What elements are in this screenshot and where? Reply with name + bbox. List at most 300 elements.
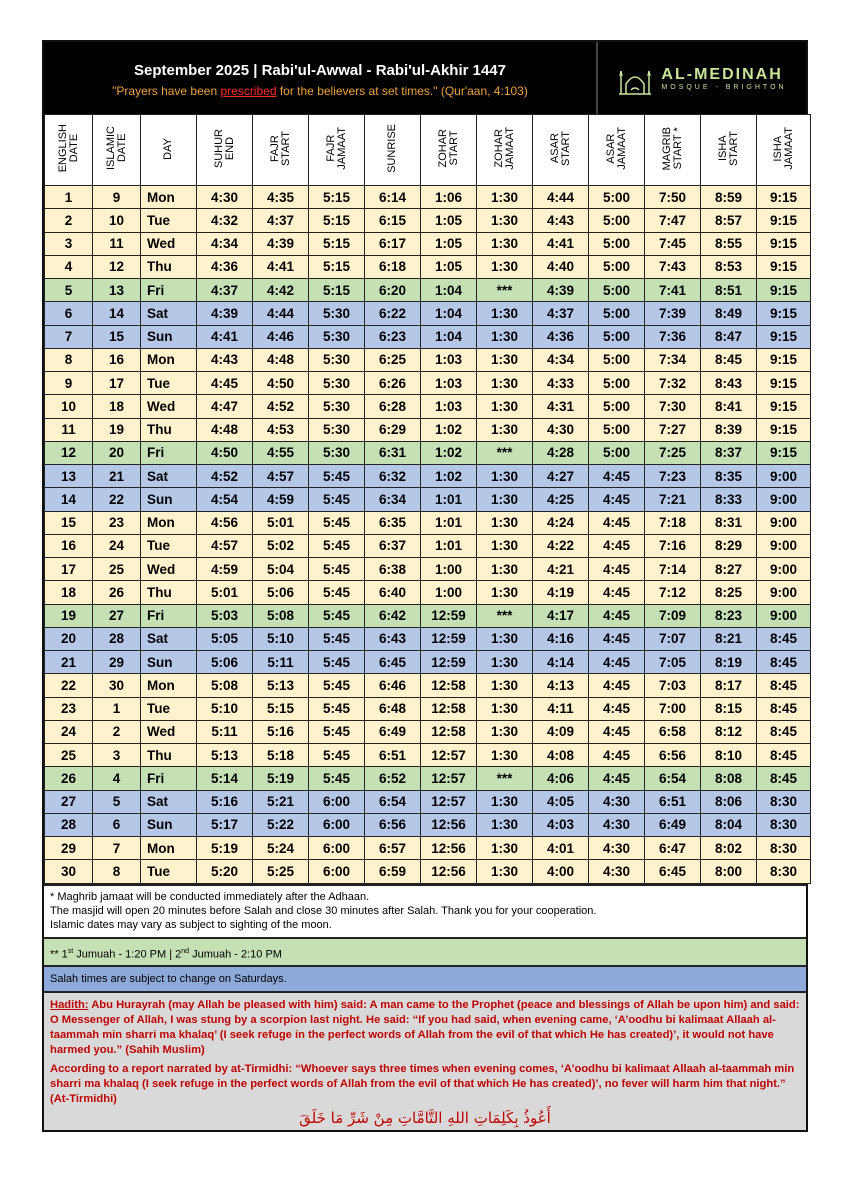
table-cell: 4:25 [533, 488, 589, 511]
table-cell: 4:45 [589, 534, 645, 557]
table-cell: 5:00 [589, 255, 645, 278]
table-cell: 6:35 [365, 511, 421, 534]
table-cell: 4:30 [589, 860, 645, 883]
table-cell: 16 [93, 348, 141, 371]
table-cell: 8:27 [701, 558, 757, 581]
table-cell: 5:06 [197, 651, 253, 674]
table-cell: 8:08 [701, 767, 757, 790]
table-cell: 5:10 [253, 627, 309, 650]
table-cell: 5:14 [197, 767, 253, 790]
table-cell: 4:09 [533, 720, 589, 743]
table-cell: 8:30 [757, 790, 811, 813]
table-row [45, 348, 811, 371]
table-cell: 4:48 [253, 348, 309, 371]
table-cell: Tue [141, 697, 197, 720]
table-cell: 5:10 [197, 697, 253, 720]
table-cell: 4:45 [589, 720, 645, 743]
logo-text-block [661, 66, 786, 91]
table-cell: 4:57 [253, 465, 309, 488]
table-cell: 9:00 [757, 465, 811, 488]
table-cell: 5:22 [253, 813, 309, 836]
table-cell: 1:30 [477, 744, 533, 767]
table-cell: *** [477, 279, 533, 302]
table-cell: 15 [93, 325, 141, 348]
table-cell: 5:15 [253, 697, 309, 720]
table-cell: 5:00 [589, 395, 645, 418]
table-row [45, 186, 811, 209]
table-cell: 6:47 [645, 837, 701, 860]
table-cell: Wed [141, 558, 197, 581]
table-cell: 5:19 [197, 837, 253, 860]
table-cell: 6:17 [365, 232, 421, 255]
table-cell: 1:30 [477, 488, 533, 511]
table-cell: 9:00 [757, 511, 811, 534]
column-header [309, 115, 365, 186]
table-cell: 5:15 [309, 232, 365, 255]
table-row [45, 488, 811, 511]
table-cell: 8:39 [701, 418, 757, 441]
table-cell: 5:05 [197, 627, 253, 650]
table-cell: 24 [93, 534, 141, 557]
table-cell: 8:37 [701, 441, 757, 464]
mosque-logo [596, 42, 806, 114]
table-cell: 4:40 [533, 255, 589, 278]
jumuah-prefix: ** 1 [50, 948, 68, 961]
table-cell: 4:59 [253, 488, 309, 511]
table-cell: 4:44 [533, 186, 589, 209]
column-header-label: ISHA JAMAAT [771, 127, 795, 170]
table-cell: 4:45 [589, 744, 645, 767]
table-cell: 11 [45, 418, 93, 441]
table-cell: 8:45 [757, 744, 811, 767]
table-cell: 22 [93, 488, 141, 511]
table-cell: 7:09 [645, 604, 701, 627]
table-cell: 4:45 [589, 604, 645, 627]
table-cell: 1:30 [477, 627, 533, 650]
table-cell: 6:51 [365, 744, 421, 767]
table-cell: 5:30 [309, 302, 365, 325]
table-row [45, 441, 811, 464]
table-cell: 5:03 [197, 604, 253, 627]
table-cell: 5:15 [309, 209, 365, 232]
table-cell: 7:25 [645, 441, 701, 464]
table-cell: 4:30 [589, 837, 645, 860]
table-cell: 4:52 [253, 395, 309, 418]
table-cell: 5:15 [309, 186, 365, 209]
table-cell: 26 [93, 581, 141, 604]
table-row [45, 232, 811, 255]
table-cell: 20 [45, 627, 93, 650]
table-cell: 5:18 [253, 744, 309, 767]
table-cell: 5:06 [253, 581, 309, 604]
table-row [45, 558, 811, 581]
table-cell: 9:15 [757, 418, 811, 441]
table-cell: 1:02 [421, 441, 477, 464]
hadith-muslim [50, 998, 800, 1058]
table-cell: 27 [93, 604, 141, 627]
table-cell: 4:53 [253, 418, 309, 441]
table-cell: 5:45 [309, 674, 365, 697]
table-cell: 8 [45, 348, 93, 371]
table-cell: 7:00 [645, 697, 701, 720]
table-cell: 1:03 [421, 395, 477, 418]
table-cell: 27 [45, 790, 93, 813]
table-cell: 9:00 [757, 558, 811, 581]
table-cell: 7:45 [645, 232, 701, 255]
table-cell: 4:39 [253, 232, 309, 255]
hadith-text-1: Abu Hurayrah (may Allah be pleased with him) said: A man came to the Prophet (peace and blessings of Allah be upon him) and said: O Messenger of Allah, I was stung by a scorpion last night. He said: “If you had said, when evening came, ‘A’oodhu bi kalimaat Allaah al-taammah min sharri ma khalaq’ (I seek refuge in the perfect words of Allah from the evil of that which He has created)’, it would not have harmed you.” (Sahih Muslim) [50, 998, 800, 1056]
table-cell: 8:04 [701, 813, 757, 836]
table-cell: 6:29 [365, 418, 421, 441]
table-cell: *** [477, 604, 533, 627]
table-row [45, 279, 811, 302]
table-cell: 6:38 [365, 558, 421, 581]
table-cell: 1:30 [477, 674, 533, 697]
table-cell: 9:00 [757, 604, 811, 627]
table-cell: 4:31 [533, 395, 589, 418]
table-cell: 6:00 [309, 813, 365, 836]
table-cell: 19 [45, 604, 93, 627]
table-cell: 8:02 [701, 837, 757, 860]
table-cell: 4:45 [589, 581, 645, 604]
quote-pre: "Prayers have been [112, 84, 221, 98]
table-cell: 8:30 [757, 813, 811, 836]
timetable-sheet [42, 40, 808, 1132]
table-cell: 7:14 [645, 558, 701, 581]
table-cell: 4:11 [533, 697, 589, 720]
table-cell: 8:00 [701, 860, 757, 883]
column-header-label: ISLAMIC DATE [104, 126, 128, 171]
table-cell: 8:45 [757, 767, 811, 790]
table-cell: 8:59 [701, 186, 757, 209]
table-cell: 6:40 [365, 581, 421, 604]
table-cell: Thu [141, 581, 197, 604]
table-cell: *** [477, 767, 533, 790]
table-cell: 6:18 [365, 255, 421, 278]
table-cell: 1:04 [421, 325, 477, 348]
table-row [45, 651, 811, 674]
table-cell: 6:48 [365, 697, 421, 720]
table-cell: 6:49 [365, 720, 421, 743]
table-cell: 4:05 [533, 790, 589, 813]
table-cell: 1:30 [477, 186, 533, 209]
table-cell: 7:41 [645, 279, 701, 302]
table-cell: 4:34 [197, 232, 253, 255]
table-cell: Fri [141, 279, 197, 302]
table-cell: 4:45 [589, 627, 645, 650]
table-cell: 1:05 [421, 255, 477, 278]
table-cell: 4:41 [197, 325, 253, 348]
table-cell: 1 [45, 186, 93, 209]
page-title: September 2025 | Rabi'ul-Awwal - Rabi'ul-Akhir 1447 [133, 62, 506, 79]
table-cell: 4:45 [589, 465, 645, 488]
column-header [365, 115, 421, 186]
table-cell: 6:42 [365, 604, 421, 627]
table-cell: 5:45 [309, 488, 365, 511]
table-cell: 8:53 [701, 255, 757, 278]
table-cell: 5:24 [253, 837, 309, 860]
table-cell: 5:15 [309, 279, 365, 302]
table-cell: 1:05 [421, 232, 477, 255]
table-cell: 17 [93, 372, 141, 395]
table-cell: 4 [45, 255, 93, 278]
table-cell: 8:15 [701, 697, 757, 720]
prayer-times-table [44, 114, 811, 884]
table-cell: 9:00 [757, 488, 811, 511]
table-cell: 11 [93, 232, 141, 255]
table-cell: 1:30 [477, 232, 533, 255]
table-cell: 5:45 [309, 604, 365, 627]
table-cell: 5:17 [197, 813, 253, 836]
table-cell: Wed [141, 232, 197, 255]
table-cell: 21 [93, 465, 141, 488]
table-cell: 4:16 [533, 627, 589, 650]
table-cell: 8:45 [757, 720, 811, 743]
table-cell: 28 [45, 813, 93, 836]
table-cell: Mon [141, 837, 197, 860]
table-row [45, 627, 811, 650]
table-cell: Sat [141, 790, 197, 813]
table-cell: Sun [141, 813, 197, 836]
table-cell: 5:01 [253, 511, 309, 534]
table-cell: 6:45 [365, 651, 421, 674]
table-cell: 1:00 [421, 558, 477, 581]
table-cell: 17 [45, 558, 93, 581]
table-cell: 4:52 [197, 465, 253, 488]
table-cell: 7:21 [645, 488, 701, 511]
table-cell: 5:02 [253, 534, 309, 557]
table-cell: 18 [93, 395, 141, 418]
table-cell: 1:06 [421, 186, 477, 209]
table-cell: 6:26 [365, 372, 421, 395]
table-cell: 6:54 [645, 767, 701, 790]
table-cell: 5:01 [197, 581, 253, 604]
table-cell: 5:45 [309, 720, 365, 743]
table-cell: 4:43 [533, 209, 589, 232]
table-cell: 4:42 [253, 279, 309, 302]
table-cell: 5:04 [253, 558, 309, 581]
table-cell: 1:00 [421, 581, 477, 604]
table-cell: 13 [45, 465, 93, 488]
table-cell: Tue [141, 372, 197, 395]
column-header [421, 115, 477, 186]
table-row [45, 581, 811, 604]
table-cell: 5:00 [589, 302, 645, 325]
table-cell: 5:21 [253, 790, 309, 813]
table-cell: 6:49 [645, 813, 701, 836]
table-cell: 5:19 [253, 767, 309, 790]
table-cell: 12:57 [421, 767, 477, 790]
table-cell: 1:30 [477, 697, 533, 720]
column-header-label: ENGLISH DATE [56, 124, 80, 173]
table-cell: 5:30 [309, 325, 365, 348]
table-cell: 4:41 [253, 255, 309, 278]
table-body [45, 186, 811, 884]
table-cell: Sun [141, 488, 197, 511]
table-cell: 1:30 [477, 534, 533, 557]
table-cell: 1:02 [421, 418, 477, 441]
table-cell: 4:43 [197, 348, 253, 371]
jumuah-suffix: Jumuah - 2:10 PM [189, 948, 282, 961]
table-cell: 5:45 [309, 767, 365, 790]
table-cell: 8:41 [701, 395, 757, 418]
table-cell: 19 [93, 418, 141, 441]
table-cell: 26 [45, 767, 93, 790]
table-row [45, 697, 811, 720]
table-cell: 5:30 [309, 395, 365, 418]
table-row [45, 860, 811, 883]
table-cell: 4:45 [589, 488, 645, 511]
table-cell: 6:22 [365, 302, 421, 325]
column-header [533, 115, 589, 186]
column-header [589, 115, 645, 186]
table-cell: 5:30 [309, 372, 365, 395]
table-row [45, 325, 811, 348]
table-cell: 30 [45, 860, 93, 883]
table-cell: 1:03 [421, 372, 477, 395]
table-cell: 6:25 [365, 348, 421, 371]
table-row [45, 395, 811, 418]
table-cell: 4:22 [533, 534, 589, 557]
table-cell: 9:00 [757, 581, 811, 604]
table-cell: 14 [45, 488, 93, 511]
table-cell: 4:45 [589, 697, 645, 720]
table-cell: 7:34 [645, 348, 701, 371]
table-cell: 12:58 [421, 674, 477, 697]
table-cell: 7:07 [645, 627, 701, 650]
table-row [45, 418, 811, 441]
table-cell: 9:15 [757, 255, 811, 278]
table-cell: 6:00 [309, 860, 365, 883]
table-cell: 9:15 [757, 209, 811, 232]
table-cell: 6:00 [309, 790, 365, 813]
table-cell: Tue [141, 534, 197, 557]
table-cell: 4:55 [253, 441, 309, 464]
table-cell: 8:57 [701, 209, 757, 232]
table-cell: 20 [93, 441, 141, 464]
column-header [477, 115, 533, 186]
table-cell: 3 [45, 232, 93, 255]
table-cell: 10 [93, 209, 141, 232]
notes-panel [44, 884, 806, 937]
logo-name: AL-MEDINAH [661, 65, 783, 83]
table-cell: 6:58 [645, 720, 701, 743]
column-header-label: ISHA START [716, 130, 740, 167]
table-cell: 4:28 [533, 441, 589, 464]
column-header [757, 115, 811, 186]
table-cell: 6 [45, 302, 93, 325]
table-cell: 4:06 [533, 767, 589, 790]
table-cell: 8:23 [701, 604, 757, 627]
table-cell: Wed [141, 720, 197, 743]
column-header-label: MAGRIB START * [660, 126, 684, 171]
table-cell: Sat [141, 465, 197, 488]
table-cell: 9:15 [757, 372, 811, 395]
hadith-tirmidhi: According to a report narrated by at-Tirmidhi: “Whoever says three times when evening comes, ‘A’oodhu bi kalimaat Allaah al-taammah min sharri ma khalaq (I seek refuge in the perfect words of Allah from the evil of that which He has created)’, no fever will harm him that night.” (At-Tirmidhi) [50, 1062, 795, 1105]
table-cell: 7:05 [645, 651, 701, 674]
table-row [45, 302, 811, 325]
table-cell: 9:15 [757, 302, 811, 325]
table-cell: 12:57 [421, 790, 477, 813]
table-cell: 5:20 [197, 860, 253, 883]
column-header-label: ZOHAR JAMAAT [492, 127, 516, 170]
table-cell: 12:59 [421, 627, 477, 650]
table-row [45, 767, 811, 790]
table-cell: 4:00 [533, 860, 589, 883]
table-cell: 4:46 [253, 325, 309, 348]
table-cell: 5:00 [589, 418, 645, 441]
table-row [45, 744, 811, 767]
table-cell: 4:48 [197, 418, 253, 441]
table-cell: 4:36 [533, 325, 589, 348]
table-cell: 5 [93, 790, 141, 813]
table-cell: 7:18 [645, 511, 701, 534]
column-header [45, 115, 93, 186]
table-cell: 8:51 [701, 279, 757, 302]
table-cell: Thu [141, 418, 197, 441]
table-cell: 7:39 [645, 302, 701, 325]
table-cell: 4:21 [533, 558, 589, 581]
table-cell: 8:25 [701, 581, 757, 604]
table-row [45, 720, 811, 743]
table-cell: 1:04 [421, 302, 477, 325]
table-cell: 8:12 [701, 720, 757, 743]
column-header-label: FAJR JAMAAT [324, 127, 348, 170]
table-cell: 12:56 [421, 860, 477, 883]
table-cell: 8:21 [701, 627, 757, 650]
table-cell: 9:15 [757, 395, 811, 418]
table-cell: 23 [93, 511, 141, 534]
table-cell: 1:30 [477, 790, 533, 813]
column-header [197, 115, 253, 186]
table-cell: 4:27 [533, 465, 589, 488]
quote-highlight: prescribed [220, 84, 277, 98]
table-cell: 8:10 [701, 744, 757, 767]
table-cell: 1:30 [477, 720, 533, 743]
table-cell: 23 [45, 697, 93, 720]
table-cell: 6:57 [365, 837, 421, 860]
table-cell: 4:30 [589, 790, 645, 813]
table-cell: 8:45 [757, 651, 811, 674]
table-cell: 8:45 [757, 674, 811, 697]
table-cell: Sat [141, 302, 197, 325]
table-cell: 5:30 [309, 348, 365, 371]
table-cell: 4:37 [197, 279, 253, 302]
table-cell: 9:15 [757, 232, 811, 255]
table-cell: Sat [141, 627, 197, 650]
column-header-label: ASAR JAMAAT [604, 127, 628, 170]
table-cell: 5:45 [309, 651, 365, 674]
table-cell: 1:01 [421, 488, 477, 511]
logo-subtitle: MOSQUE - BRIGHTON [661, 83, 787, 91]
jumuah-sup-2: nd [181, 947, 190, 955]
table-cell: Fri [141, 441, 197, 464]
table-cell: 6:28 [365, 395, 421, 418]
table-cell: 4:32 [197, 209, 253, 232]
jumuah-mid: Jumuah - 1:20 PM | 2 [73, 948, 182, 961]
table-cell: 12:57 [421, 744, 477, 767]
table-cell: 4:08 [533, 744, 589, 767]
table-cell: 4:34 [533, 348, 589, 371]
table-cell: 18 [45, 581, 93, 604]
table-cell: 4:13 [533, 674, 589, 697]
table-cell: 5:00 [589, 441, 645, 464]
table-cell: 4:45 [589, 511, 645, 534]
column-header-label: DAY [162, 137, 174, 160]
table-row [45, 255, 811, 278]
table-cell: 7:32 [645, 372, 701, 395]
table-cell: 7 [45, 325, 93, 348]
